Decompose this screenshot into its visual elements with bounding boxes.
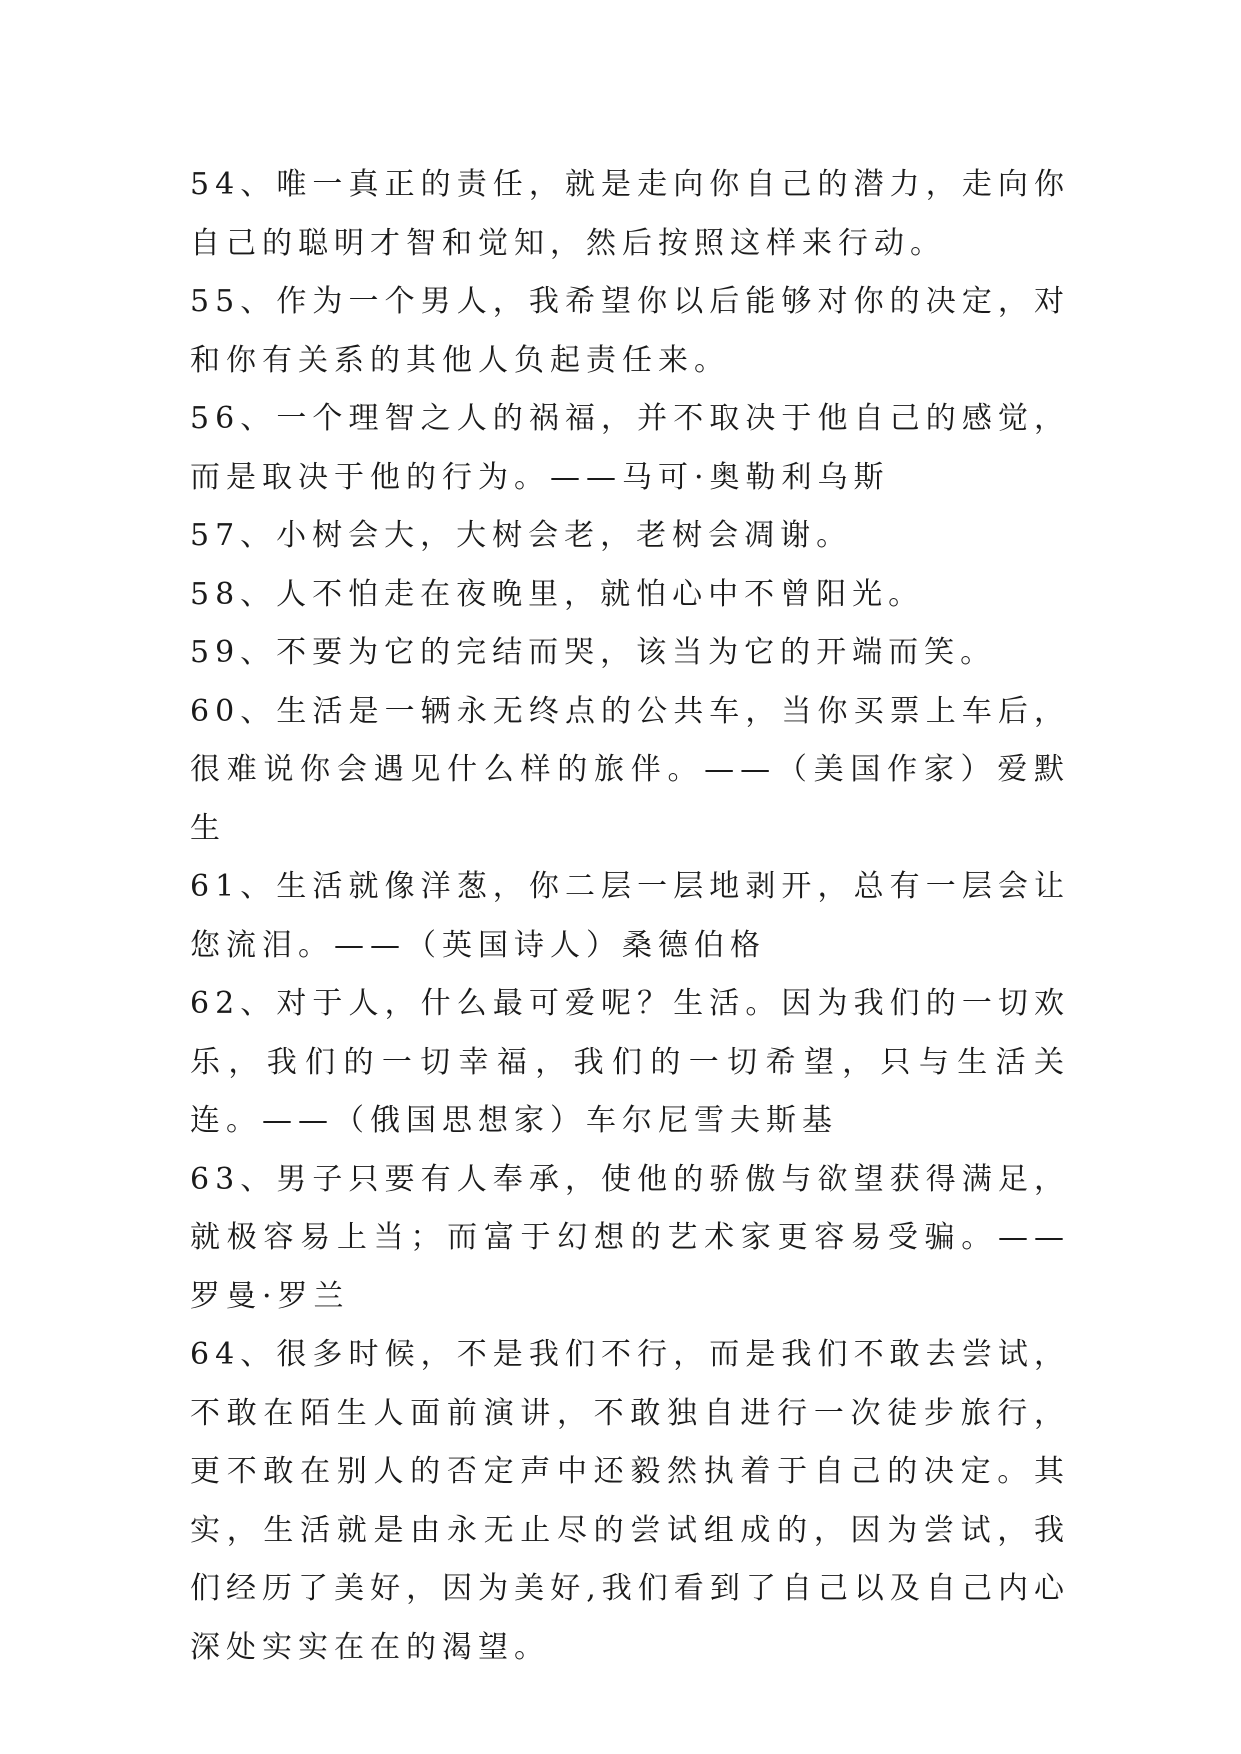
quote-list	[190, 156, 1070, 1677]
quote-56: 56、一个理智之人的祸福，并不取决于他自己的感觉，而是取决于他的行为。——马可·奥勒利乌斯	[190, 401, 1070, 495]
quote-61: 61、生活就像洋葱，你二层一层地剥开，总有一层会让您流泪。——（英国诗人）桑德伯格	[190, 869, 1070, 963]
quote-54: 54、唯一真正的责任，就是走向你自己的潜力，走向你自己的聪明才智和觉知，然后按照这样来行动。	[190, 167, 1070, 261]
quote-58: 58、人不怕走在夜晚里，就怕心中不曾阳光。	[190, 576, 925, 612]
quote-63: 63、男子只要有人奉承，使他的骄傲与欲望获得满足，就极容易上当；而富于幻想的艺术家更容易受骗。——罗曼·罗兰	[190, 1161, 1070, 1314]
quote-64: 64、很多时候，不是我们不行，而是我们不敢去尝试，不敢在陌生人面前演讲，不敢独自进行一次徒步旅行，更不敢在别人的否定声中还毅然执着于自己的决定。其实，生活就是由永无止尽的尝试组成的，因为尝试，我们经历了美好，因为美好,我们看到了自己以及自己内心深处实实在在的渴望。	[190, 1337, 1070, 1665]
quote-57: 57、小树会大，大树会老，老树会凋谢。	[190, 518, 853, 553]
quote-55: 55、作为一个男人，我希望你以后能够对你的决定，对和你有关系的其他人负起责任来。	[190, 284, 1070, 378]
quote-62: 62、对于人，什么最可爱呢？生活。因为我们的一切欢乐，我们的一切幸福，我们的一切希望，只与生活关连。——（俄国思想家）车尔尼雪夫斯基	[190, 986, 1070, 1138]
quote-60: 60、生活是一辆永无终点的公共车，当你买票上车后，很难说你会遇见什么样的旅伴。——（美国作家）爱默生	[190, 693, 1070, 846]
quote-59: 59、不要为它的完结而哭，该当为它的开端而笑。	[190, 635, 997, 670]
